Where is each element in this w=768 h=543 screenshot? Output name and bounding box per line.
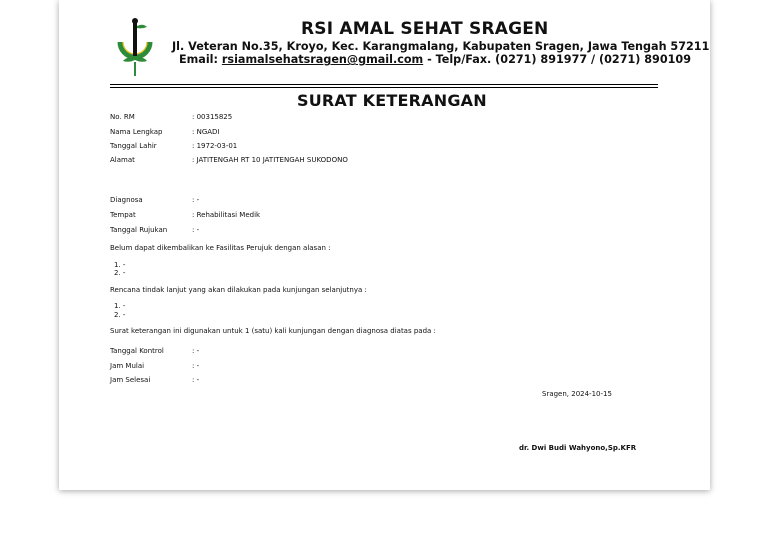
list-item: 1. -	[114, 261, 126, 269]
email-link[interactable]: rsiamalsehatsragen@gmail.com	[221, 53, 424, 66]
field-label: Jam Mulai	[110, 362, 145, 370]
signature-place-date: Sragen, 2024-10-15	[542, 390, 612, 398]
list-item: 1. -	[114, 302, 126, 310]
list-item: 2. -	[114, 311, 126, 319]
field-label: Tanggal Kontrol	[110, 347, 164, 355]
phone-numbers: - Telp/Fax. (0271) 891977 / (0271) 890109	[423, 53, 691, 66]
plan-heading: Rencana tindak lanjut yang akan dilakukan pada kunjungan selanjutnya :	[110, 286, 367, 294]
reasons-heading: Belum dapat dikembalikan ke Fasilitas Perujuk dengan alasan :	[110, 244, 331, 252]
field-label: Diagnosa	[110, 196, 143, 204]
field-value: : NGADI	[192, 128, 220, 136]
field-label: Tanggal Lahir	[110, 142, 157, 150]
field-label: Nama Lengkap	[110, 128, 163, 136]
header-divider-thick	[110, 84, 658, 85]
email-prefix: Email:	[179, 53, 222, 66]
field-value: : Rehabilitasi Medik	[192, 211, 261, 219]
field-label: Alamat	[110, 156, 135, 164]
field-label: Tempat	[110, 211, 136, 219]
usage-note: Surat keterangan ini digunakan untuk 1 (satu) kali kunjungan dengan diagnosa diatas pada :	[110, 327, 436, 335]
list-item: 2. -	[114, 269, 126, 277]
hospital-contact	[179, 53, 691, 66]
field-value: : -	[192, 226, 200, 234]
field-value: : -	[192, 376, 200, 384]
field-label: Jam Selesai	[110, 376, 151, 384]
document-page	[59, 0, 710, 490]
field-value: : -	[192, 196, 200, 204]
header-divider-thin	[110, 87, 658, 88]
hospital-name: RSI AMAL SEHAT SRAGEN	[301, 19, 549, 39]
signature-doctor-name: dr. Dwi Budi Wahyono,Sp.KFR	[519, 444, 637, 452]
field-value: : -	[192, 362, 200, 370]
hospital-address: Jl. Veteran No.35, Kroyo, Kec. Karangmalang, Kabupaten Sragen, Jawa Tengah 57211	[172, 40, 710, 53]
field-label: Tanggal Rujukan	[110, 226, 168, 234]
document-title: SURAT KETERANGAN	[297, 91, 487, 110]
field-value: : 1972-03-01	[192, 142, 238, 150]
field-label: No. RM	[110, 113, 135, 121]
hospital-crescent-logo-icon	[114, 16, 156, 78]
field-value: : -	[192, 347, 200, 355]
field-value: : 00315825	[192, 113, 233, 121]
field-value: : JATITENGAH RT 10 JATITENGAH SUKODONO	[192, 156, 348, 164]
